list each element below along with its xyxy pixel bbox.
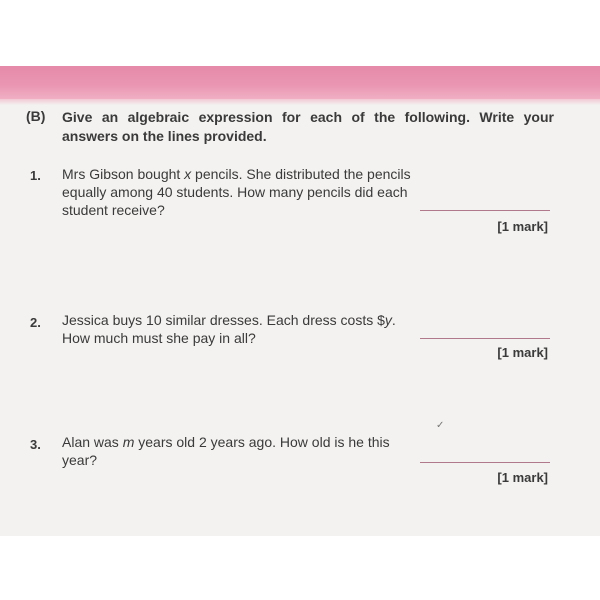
question-3-text-before: Alan was xyxy=(62,434,123,450)
question-2-variable: y xyxy=(384,312,392,328)
tick-mark: ✓ xyxy=(436,420,445,431)
header-color-band xyxy=(0,66,600,99)
question-3-text xyxy=(62,433,422,469)
question-1-variable: x xyxy=(184,166,192,182)
question-2-answer-line[interactable] xyxy=(420,338,550,339)
question-2-mark: [1 mark] xyxy=(497,345,548,360)
question-2-text-after: . How much must she pay in all? xyxy=(62,312,396,346)
question-1-text-after: pencils. She distributed the pencils equally among 40 students. How many pencils did each student receive? xyxy=(62,166,411,218)
question-3-answer-line[interactable] xyxy=(420,462,550,463)
question-1-number: 1. xyxy=(30,168,41,183)
question-1-answer-line[interactable] xyxy=(420,210,550,211)
question-1-text xyxy=(62,165,422,219)
header-band-fade xyxy=(0,99,600,105)
section-label: (B) xyxy=(26,108,46,124)
question-2-number: 2. xyxy=(30,315,41,330)
question-3-number: 3. xyxy=(30,437,41,452)
question-3-variable: m xyxy=(122,434,135,450)
question-2-text xyxy=(62,311,422,347)
section-instructions: Give an algebraic expression for each of the following. Write your answers on the lines provided. xyxy=(62,109,554,144)
question-2-text-before: Jessica buys 10 similar dresses. Each dress costs $ xyxy=(62,312,385,328)
question-3-mark: [1 mark] xyxy=(497,470,548,485)
question-1-mark: [1 mark] xyxy=(497,219,548,234)
question-1-text-before: Mrs Gibson bought xyxy=(62,166,185,182)
question-3-text-after: years old 2 years ago. How old is he this year? xyxy=(62,434,390,468)
